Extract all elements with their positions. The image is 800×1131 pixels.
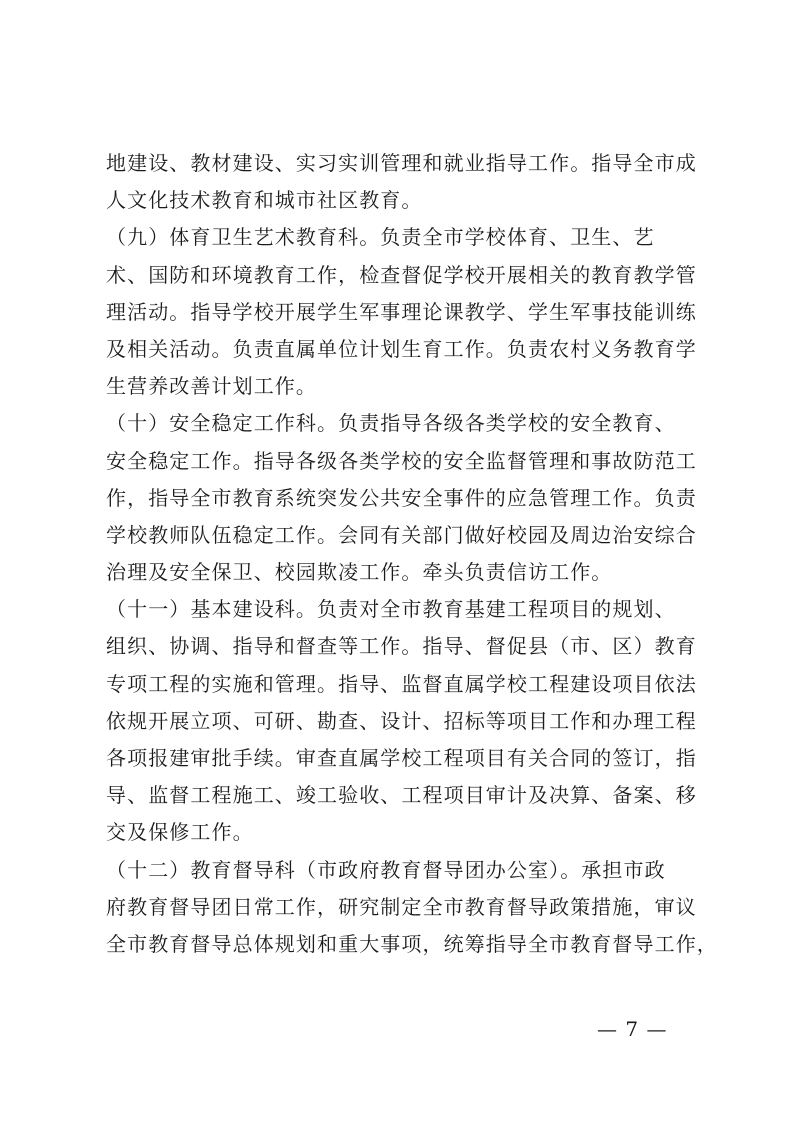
text-line: 组织、协调、指导和督查等工作。指导、督促县（市、区）教育 (106, 634, 697, 659)
text-line: 人文化技术教育和城市社区教育。 (106, 188, 423, 213)
text-line: 治理及安全保卫、校园欺凌工作。牵头负责信访工作。 (106, 560, 613, 585)
text-line: 导、监督工程施工、竣工验收、工程项目审计及决算、备案、移 (106, 783, 697, 808)
section-9-heading-line: （九）体育卫生艺术教育科。负责全市学校体育、卫生、艺 (106, 225, 655, 250)
text-line: 专项工程的实施和管理。指导、监督直属学校工程建设项目依法 (106, 671, 697, 696)
text-line: 各项报建审批手续。审查直属学校工程项目有关合同的签订，指 (106, 746, 697, 770)
text-line: 府教育督导团日常工作，研究制定全市教育督导政策措施，审议 (106, 894, 697, 919)
page-number: — 7 — (597, 1017, 668, 1041)
section-10-heading-line: （十）安全稳定工作科。负责指导各级各类学校的安全教育、 (106, 411, 676, 436)
text-line: 全市教育督导总体规划和重大事项，统筹指导全市教育督导工作， (106, 931, 718, 956)
text-line: 安全稳定工作。指导各级各类学校的安全监督管理和事故防范工 (106, 448, 697, 473)
text-line: 生营养改善计划工作。 (106, 374, 317, 399)
section-12-heading-line: （十二）教育督导科（市政府教育督导团办公室）。承担市政 (106, 857, 666, 882)
text-line: 地建设、教材建设、实习实训管理和就业指导工作。指导全市成 (106, 151, 697, 175)
text-line: 作，指导全市教育系统突发公共安全事件的应急管理工作。负责 (106, 485, 697, 510)
text-line: 理活动。指导学校开展学生军事理论课教学、学生军事技能训练 (106, 299, 697, 324)
text-line: 学校教师队伍稳定工作。会同有关部门做好校园及周边治安综合 (106, 522, 697, 547)
text-line: 及相关活动。负责直属单位计划生育工作。负责农村义务教育学 (106, 336, 697, 361)
text-line: 交及保修工作。 (106, 820, 254, 845)
text-line: 术、国防和环境教育工作，检查督促学校开展相关的教育教学管 (106, 262, 697, 287)
section-11-heading-line: （十一）基本建设科。负责对全市教育基建工程项目的规划、 (106, 597, 676, 622)
text-line: 依规开展立项、可研、勘查、设计、招标等项目工作和办理工程 (106, 708, 697, 733)
body-text (106, 145, 716, 963)
